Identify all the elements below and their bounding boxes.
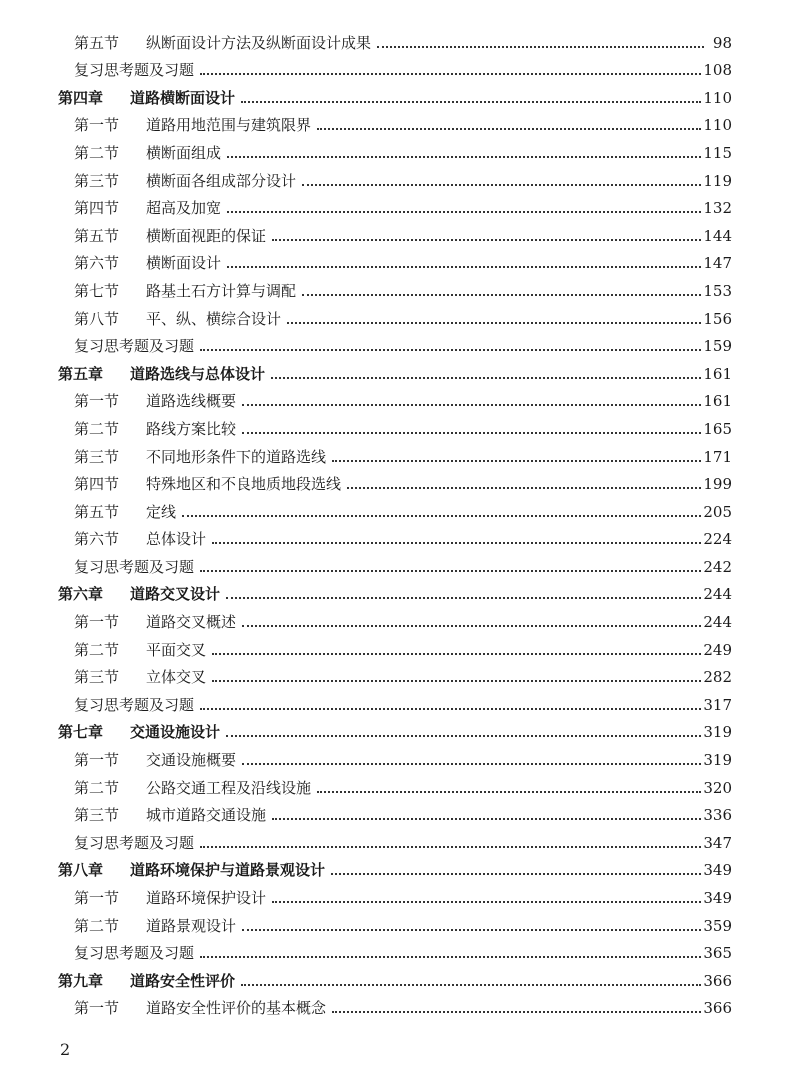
toc-entry-page: 249 — [703, 640, 732, 659]
toc-entry-title: 道路交叉概述 — [146, 613, 237, 632]
toc-entry-label: 第五节 — [74, 226, 120, 245]
dot-leader — [182, 515, 701, 517]
toc-entry-title: 公路交通工程及沿线设施 — [146, 778, 312, 797]
toc-entry-page: 366 — [703, 999, 732, 1018]
dot-leader — [212, 653, 701, 655]
toc-entry-section — [0, 135, 790, 163]
toc-entry-section — [0, 991, 790, 1019]
dot-leader — [332, 460, 701, 462]
toc-entry-chapter — [0, 963, 790, 991]
toc-entry-section — [0, 108, 790, 136]
dot-leader — [272, 818, 701, 820]
toc-entry-review — [0, 549, 790, 577]
toc-entry-page: 119 — [703, 171, 732, 190]
toc-entry-section — [0, 246, 790, 274]
toc-entry-title: 道路景观设计 — [146, 916, 237, 935]
toc-entry-review — [0, 936, 790, 964]
toc-entry-page: 144 — [703, 226, 732, 245]
toc-entry-page: 359 — [703, 916, 732, 935]
toc-entry-title: 交通设施设计 — [130, 723, 221, 742]
dot-leader — [242, 404, 701, 406]
dot-leader — [347, 487, 701, 489]
dot-leader — [377, 46, 704, 48]
toc-entry-title: 道路安全性评价 — [130, 971, 236, 990]
toc-entry-title: 交通设施概要 — [146, 751, 237, 770]
toc-entry-section — [0, 660, 790, 688]
dot-leader — [271, 377, 701, 379]
toc-entry-page: 108 — [703, 61, 732, 80]
toc-entry-title: 路基土石方计算与调配 — [146, 281, 297, 300]
toc-entry-page: 199 — [703, 475, 732, 494]
toc-entry-label: 第三节 — [74, 668, 120, 687]
toc-entry-chapter — [0, 853, 790, 881]
toc-entry-label: 第二节 — [74, 778, 120, 797]
toc-entry-section — [0, 384, 790, 412]
dot-leader — [241, 101, 701, 103]
toc-entry-section — [0, 880, 790, 908]
toc-entry-page: 282 — [703, 668, 732, 687]
toc-entry-page: 244 — [703, 585, 732, 604]
toc-entry-title: 道路环境保护与道路景观设计 — [130, 861, 326, 880]
dot-leader — [272, 901, 701, 903]
toc-entry-title: 城市道路交通设施 — [146, 806, 267, 825]
toc-entry-page: 244 — [703, 613, 732, 632]
toc-entry-section — [0, 494, 790, 522]
toc-entry-page: 132 — [703, 199, 732, 218]
toc-entry-page: 317 — [703, 695, 732, 714]
dot-leader — [287, 322, 701, 324]
toc-entry-title: 复习思考题及习题 — [74, 557, 195, 576]
toc-entry-title: 超高及加宽 — [146, 199, 222, 218]
toc-entry-label: 第八章 — [58, 861, 104, 880]
toc-entry-page: 147 — [703, 254, 732, 273]
toc-entry-title: 复习思考题及习题 — [74, 695, 195, 714]
toc-entry-label: 第三节 — [74, 806, 120, 825]
toc-entry-label: 第九章 — [58, 971, 104, 990]
toc-entry-label: 第五章 — [58, 364, 104, 383]
dot-leader — [241, 984, 701, 986]
toc-entry-title: 道路横断面设计 — [130, 88, 236, 107]
toc-entry-section — [0, 439, 790, 467]
dot-leader — [200, 349, 701, 351]
page-number: 2 — [60, 1040, 71, 1059]
dot-leader — [226, 735, 701, 737]
toc-entry-label: 第二节 — [74, 419, 120, 438]
toc-entry-chapter — [0, 356, 790, 384]
toc-entry-label: 第八节 — [74, 309, 120, 328]
toc-entry-label: 第一节 — [74, 999, 120, 1018]
table-of-contents — [0, 25, 790, 1018]
toc-entry-page: 110 — [703, 116, 732, 135]
toc-entry-chapter — [0, 715, 790, 743]
toc-entry-label: 第一节 — [74, 751, 120, 770]
dot-leader — [212, 680, 701, 682]
toc-entry-label: 第三节 — [74, 447, 120, 466]
toc-entry-title: 不同地形条件下的道路选线 — [146, 447, 327, 466]
toc-entry-label: 第四章 — [58, 88, 104, 107]
toc-entry-page: 347 — [703, 833, 732, 852]
toc-entry-page: 349 — [703, 861, 732, 880]
toc-entry-review — [0, 687, 790, 715]
toc-entry-title: 道路交叉设计 — [130, 585, 221, 604]
dot-leader — [242, 763, 701, 765]
toc-entry-title: 路线方案比较 — [146, 419, 237, 438]
toc-entry-section — [0, 908, 790, 936]
toc-entry-title: 平、纵、横综合设计 — [146, 309, 282, 328]
toc-entry-label: 第五节 — [74, 502, 120, 521]
toc-entry-title: 总体设计 — [146, 530, 207, 549]
toc-entry-review — [0, 825, 790, 853]
dot-leader — [272, 239, 701, 241]
toc-entry-page: 115 — [703, 143, 732, 162]
toc-entry-page: 153 — [703, 281, 732, 300]
dot-leader — [200, 570, 701, 572]
dot-leader — [317, 128, 701, 130]
toc-entry-title: 复习思考题及习题 — [74, 944, 195, 963]
toc-entry-label: 第二节 — [74, 916, 120, 935]
toc-entry-label: 第四节 — [74, 199, 120, 218]
toc-entry-title: 特殊地区和不良地质地段选线 — [146, 475, 342, 494]
toc-entry-label: 第六章 — [58, 585, 104, 604]
toc-entry-title: 平面交叉 — [146, 640, 207, 659]
toc-entry-label: 第七章 — [58, 723, 104, 742]
toc-entry-title: 横断面组成 — [146, 143, 222, 162]
dot-leader — [200, 73, 701, 75]
toc-entry-section — [0, 742, 790, 770]
toc-entry-title: 道路环境保护设计 — [146, 889, 267, 907]
toc-entry-label: 第一节 — [74, 392, 120, 411]
toc-entry-chapter — [0, 80, 790, 108]
toc-entry-title: 横断面各组成部分设计 — [146, 171, 297, 190]
dot-leader — [317, 791, 701, 793]
toc-entry-title: 横断面设计 — [146, 254, 222, 273]
toc-entry-title: 道路用地范围与建筑限界 — [146, 116, 312, 135]
toc-entry-chapter — [0, 577, 790, 605]
toc-entry-label: 第七节 — [74, 281, 120, 300]
toc-entry-label: 第一节 — [74, 889, 120, 907]
toc-entry-title: 道路安全性评价的基本概念 — [146, 999, 327, 1018]
toc-entry-page: 161 — [703, 392, 732, 411]
toc-entry-section — [0, 218, 790, 246]
dot-leader — [302, 184, 701, 186]
toc-entry-title: 道路选线与总体设计 — [130, 364, 266, 383]
dot-leader — [242, 432, 701, 434]
toc-entry-label: 第一节 — [74, 613, 120, 632]
toc-entry-section — [0, 632, 790, 660]
toc-entry-review — [0, 53, 790, 81]
toc-entry-section — [0, 25, 790, 53]
toc-entry-section — [0, 467, 790, 495]
toc-entry-section — [0, 770, 790, 798]
dot-leader — [227, 266, 701, 268]
toc-entry-label: 第三节 — [74, 171, 120, 190]
toc-entry-title: 立体交叉 — [146, 668, 207, 687]
toc-entry-page: 159 — [703, 337, 732, 356]
dot-leader — [227, 156, 701, 158]
toc-entry-title: 定线 — [146, 502, 177, 521]
dot-leader — [226, 597, 701, 599]
toc-entry-page: 165 — [703, 419, 732, 438]
toc-entry-section — [0, 522, 790, 550]
toc-entry-page: 366 — [703, 971, 732, 990]
dot-leader — [212, 542, 701, 544]
toc-entry-page: 336 — [703, 806, 732, 825]
toc-entry-page: 365 — [703, 944, 732, 963]
toc-entry-page: 242 — [703, 557, 732, 576]
toc-entry-label: 第四节 — [74, 475, 120, 494]
toc-entry-title: 道路选线概要 — [146, 392, 237, 411]
dot-leader — [242, 625, 701, 627]
toc-entry-page: 224 — [703, 530, 732, 549]
toc-entry-review — [0, 329, 790, 357]
toc-entry-label: 第六节 — [74, 254, 120, 273]
toc-entry-section — [0, 163, 790, 191]
toc-entry-section — [0, 191, 790, 219]
toc-entry-label: 第二节 — [74, 143, 120, 162]
dot-leader — [331, 873, 701, 875]
dot-leader — [227, 211, 701, 213]
dot-leader — [200, 846, 701, 848]
dot-leader — [200, 956, 701, 958]
toc-entry-section — [0, 273, 790, 301]
toc-entry-page: 98 — [712, 33, 732, 52]
toc-entry-page: 349 — [703, 889, 732, 907]
toc-entry-label: 第二节 — [74, 640, 120, 659]
dot-leader — [332, 1011, 701, 1013]
toc-entry-page: 205 — [703, 502, 732, 521]
toc-entry-section — [0, 798, 790, 826]
dot-leader — [302, 294, 701, 296]
toc-entry-page: 319 — [703, 751, 732, 770]
dot-leader — [200, 708, 701, 710]
toc-entry-title: 横断面视距的保证 — [146, 226, 267, 245]
toc-entry-page: 110 — [703, 88, 732, 107]
toc-entry-label: 第六节 — [74, 530, 120, 549]
toc-entry-label: 第五节 — [74, 33, 120, 52]
toc-entry-section — [0, 604, 790, 632]
toc-entry-title: 复习思考题及习题 — [74, 61, 195, 80]
toc-entry-title: 复习思考题及习题 — [74, 337, 195, 356]
toc-entry-section — [0, 411, 790, 439]
toc-entry-label: 第一节 — [74, 116, 120, 135]
toc-entry-section — [0, 301, 790, 329]
toc-entry-page: 156 — [703, 309, 732, 328]
toc-entry-page: 320 — [703, 778, 732, 797]
toc-entry-title: 纵断面设计方法及纵断面设计成果 — [146, 33, 372, 52]
toc-entry-page: 319 — [703, 723, 732, 742]
toc-entry-page: 161 — [703, 364, 732, 383]
toc-entry-title: 复习思考题及习题 — [74, 833, 195, 852]
toc-entry-page: 171 — [703, 447, 732, 466]
dot-leader — [242, 929, 701, 931]
